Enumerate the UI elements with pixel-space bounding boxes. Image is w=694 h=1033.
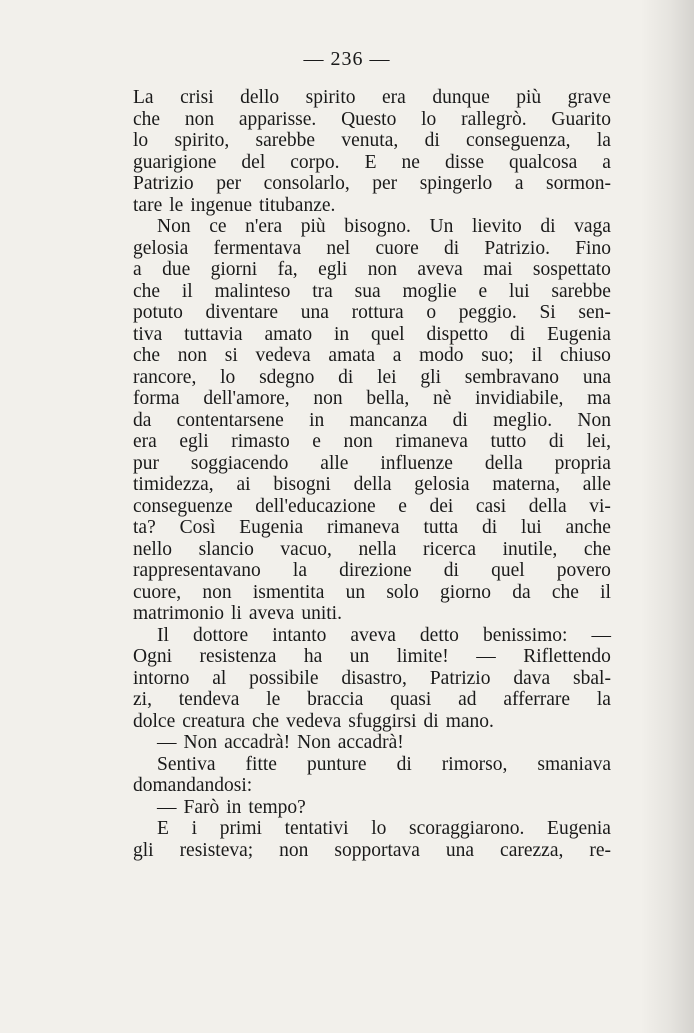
text-line: che non apparisse. Questo lo rallegrò. Guarito	[133, 108, 611, 130]
text-line: domandandosi:	[133, 775, 253, 796]
text-line: nello slancio vacuo, nella ricerca inutile, che	[133, 538, 611, 560]
text-line: tiva tuttavia amato in quel dispetto di Eugenia	[133, 323, 611, 345]
text-line: gli resisteva; non sopportava una carezza, re-	[133, 839, 611, 861]
text-line: rancore, lo sdegno di lei gli sembravano una	[133, 366, 611, 388]
text-line: matrimonio li aveva uniti.	[133, 603, 342, 624]
text-line: cuore, non ismentita un solo giorno da che il	[133, 581, 611, 603]
text-line: E i primi tentativi lo scoraggiarono. Eugenia	[157, 818, 611, 839]
text-line: Ogni resistenza ha un limite! — Riflettendo	[133, 646, 611, 667]
text-line: — Farò in tempo?	[157, 796, 306, 818]
text-line: da contentarsene in mancanza di meglio. Non	[133, 409, 611, 431]
text-line: ta? Così Eugenia rimaneva tutta di lui anche	[133, 517, 611, 538]
text-line: pur soggiacendo alle influenze della propria	[133, 452, 611, 474]
text-line: timidezza, ai bisogni della gelosia materna, alle	[133, 474, 611, 495]
text-line: a due giorni fa, egli non aveva mai sospettato	[133, 259, 611, 280]
text-line: Patrizio per consolarlo, per spingerlo a sormon-	[133, 173, 611, 194]
text-line: conseguenze dell'educazione e dei casi della vi-	[133, 495, 611, 517]
text-line: gelosia fermentava nel cuore di Patrizio. Fino	[133, 237, 611, 259]
text-line: intorno al possibile disastro, Patrizio dava sbal-	[133, 667, 611, 689]
text-line: guarigione del corpo. E ne disse qualcosa a	[133, 151, 611, 173]
text-line: — Non accadrà! Non accadrà!	[157, 732, 404, 753]
body-text	[133, 87, 611, 861]
text-line: lo spirito, sarebbe venuta, di conseguenza, la	[133, 130, 611, 151]
text-line: forma dell'amore, non bella, nè invidiabile, ma	[133, 388, 611, 409]
text-line: zi, tendeva le braccia quasi ad afferrare la	[133, 689, 611, 710]
text-line: Il dottore intanto aveva detto benissimo: —	[157, 624, 611, 646]
page-number: — 236 —	[303, 48, 391, 70]
text-line: dolce creatura che vedeva sfuggirsi di mano.	[133, 710, 494, 732]
text-line: La crisi dello spirito era dunque più grave	[133, 87, 611, 108]
text-line: rappresentavano la direzione di quel povero	[133, 560, 611, 581]
text-line: che il malinteso tra sua moglie e lui sarebbe	[133, 280, 611, 302]
text-line: era egli rimasto e non rimaneva tutto di lei,	[133, 431, 611, 452]
text-line: tare le ingenue titubanze.	[133, 194, 336, 216]
text-line: che non si vedeva amata a modo suo; il chiuso	[133, 345, 611, 366]
text-line: Sentiva fitte punture di rimorso, smaniava	[157, 753, 611, 775]
text-line: Non ce n'era più bisogno. Un lievito di vaga	[157, 216, 611, 237]
text-line: potuto diventare una rottura o peggio. Si sen-	[133, 302, 611, 323]
